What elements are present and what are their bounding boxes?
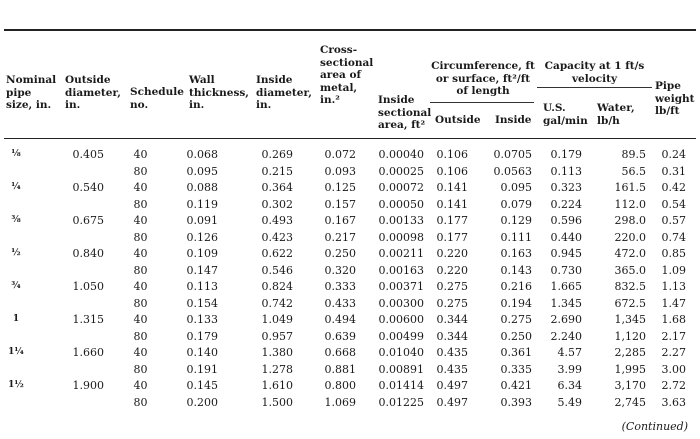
cell-cross-sectional-area: 0.125 — [324, 181, 356, 194]
cell-circ-outside: 0.177 — [436, 214, 468, 227]
cell-inside-sectional-area: 0.00891 — [378, 362, 424, 376]
cell-circ-outside: 0.177 — [436, 230, 468, 244]
cell-inside-diameter: 1.610 — [261, 379, 293, 392]
cell-wall-thickness: 0.145 — [186, 379, 218, 392]
cell-circ-inside: 0.361 — [500, 346, 532, 359]
cell-pipe-weight: 1.13 — [661, 280, 686, 293]
cell-schedule: 40 — [133, 247, 148, 260]
header-inside-diameter: Inside diameter, in. — [256, 74, 312, 111]
cell-cross-sectional-area: 0.072 — [324, 148, 356, 161]
cell-nominal: ⅜ — [11, 215, 21, 225]
cell-nominal: ¾ — [11, 281, 21, 291]
cell-schedule: 80 — [133, 197, 148, 211]
cell-inside-diameter: 0.493 — [261, 214, 293, 227]
cell-inside-diameter: 0.742 — [261, 296, 293, 310]
cell-wall-thickness: 0.113 — [186, 280, 218, 293]
cell-water: 472.0 — [614, 247, 646, 260]
cell-cross-sectional-area: 0.250 — [324, 247, 356, 260]
cell-wall-thickness: 0.119 — [186, 197, 218, 211]
cell-wall-thickness: 0.140 — [186, 346, 218, 359]
cell-circ-outside: 0.497 — [436, 395, 468, 409]
cell-inside-sectional-area: 0.00300 — [378, 296, 424, 310]
cell-us-gal: 0.179 — [550, 148, 582, 161]
cell-inside-sectional-area: 0.01225 — [378, 395, 424, 409]
cell-circ-outside: 0.141 — [436, 197, 468, 211]
cell-us-gal: 4.57 — [557, 346, 582, 359]
cell-water: 161.5 — [614, 181, 646, 194]
circumference-group-rule — [430, 102, 534, 103]
continued-note: (Continued) — [621, 420, 688, 433]
cell-inside-diameter: 0.622 — [261, 247, 293, 260]
cell-pipe-weight: 2.17 — [661, 329, 686, 343]
cell-nominal: ¼ — [11, 182, 21, 192]
capacity-group-rule — [537, 87, 652, 88]
cell-inside-diameter: 0.423 — [261, 230, 293, 244]
cell-inside-diameter: 0.215 — [261, 164, 293, 178]
cell-inside-diameter: 1.380 — [261, 346, 293, 359]
cell-cross-sectional-area: 1.069 — [324, 395, 356, 409]
cell-wall-thickness: 0.179 — [186, 329, 218, 343]
header-water: Water, lb/h — [597, 102, 635, 127]
cell-inside-sectional-area: 0.00040 — [378, 148, 424, 161]
cell-schedule: 80 — [133, 164, 148, 178]
cell-circ-inside: 0.079 — [500, 197, 532, 211]
header-inside-sectional-area: Inside sectional area, ft² — [378, 94, 432, 131]
cell-schedule: 40 — [133, 379, 148, 392]
cell-inside-diameter: 0.824 — [261, 280, 293, 293]
header-cross-sectional-area: Cross- sectional area of metal, in.² — [320, 44, 374, 106]
header-schedule: Schedule no. — [130, 86, 184, 111]
cell-water: 832.5 — [614, 280, 646, 293]
cell-circ-outside: 0.344 — [436, 313, 468, 326]
cell-water: 3,170 — [614, 379, 646, 392]
cell-circ-inside: 0.421 — [500, 379, 532, 392]
cell-water: 1,120 — [614, 329, 646, 343]
cell-circ-outside: 0.220 — [436, 247, 468, 260]
cell-us-gal: 0.224 — [550, 197, 582, 211]
cell-nominal: 1 — [12, 314, 20, 324]
cell-wall-thickness: 0.095 — [186, 164, 218, 178]
cell-schedule: 40 — [133, 346, 148, 359]
cell-pipe-weight: 2.72 — [661, 379, 686, 392]
cell-pipe-weight: 0.57 — [661, 214, 686, 227]
cell-circ-inside: 0.275 — [500, 313, 532, 326]
cell-schedule: 80 — [133, 230, 148, 244]
cell-us-gal: 5.49 — [557, 395, 582, 409]
cell-nominal: ½ — [11, 248, 21, 258]
cell-cross-sectional-area: 0.333 — [324, 280, 356, 293]
cell-wall-thickness: 0.126 — [186, 230, 218, 244]
cell-nominal: ⅛ — [11, 149, 21, 159]
cell-inside-sectional-area: 0.00211 — [378, 247, 424, 260]
cell-inside-sectional-area: 0.00098 — [378, 230, 424, 244]
cell-circ-inside: 0.111 — [500, 230, 532, 244]
cell-schedule: 40 — [133, 313, 148, 326]
cell-us-gal: 1.345 — [550, 296, 582, 310]
cell-wall-thickness: 0.133 — [186, 313, 218, 326]
cell-pipe-weight: 0.54 — [661, 197, 686, 211]
cell-water: 1,345 — [614, 313, 646, 326]
cell-us-gal: 0.113 — [550, 164, 582, 178]
header-bottom-rule — [4, 138, 696, 139]
cell-outside-diameter: 0.405 — [72, 148, 104, 161]
cell-circ-inside: 0.163 — [500, 247, 532, 260]
cell-schedule: 40 — [133, 148, 148, 161]
cell-inside-diameter: 0.546 — [261, 263, 293, 277]
header-pipe-weight: Pipe weight lb/ft — [655, 80, 695, 117]
cell-schedule: 80 — [133, 395, 148, 409]
cell-inside-sectional-area: 0.00050 — [378, 197, 424, 211]
cell-water: 298.0 — [614, 214, 646, 227]
header-circ-outside: Outside — [435, 114, 481, 126]
cell-inside-diameter: 1.278 — [261, 362, 293, 376]
cell-inside-sectional-area: 0.00133 — [378, 214, 424, 227]
cell-inside-diameter: 1.049 — [261, 313, 293, 326]
cell-inside-diameter: 0.302 — [261, 197, 293, 211]
cell-circ-outside: 0.275 — [436, 280, 468, 293]
cell-cross-sectional-area: 0.093 — [324, 164, 356, 178]
cell-inside-sectional-area: 0.00371 — [378, 280, 424, 293]
header-us-gal: U.S. gal/min — [543, 102, 588, 127]
cell-water: 2,745 — [614, 395, 646, 409]
cell-cross-sectional-area: 0.217 — [324, 230, 356, 244]
cell-cross-sectional-area: 0.433 — [324, 296, 356, 310]
cell-water: 220.0 — [614, 230, 646, 244]
cell-circ-outside: 0.220 — [436, 263, 468, 277]
cell-inside-sectional-area: 0.01414 — [378, 379, 424, 392]
cell-outside-diameter: 1.660 — [72, 346, 104, 359]
cell-circ-outside: 0.497 — [436, 379, 468, 392]
cell-water: 365.0 — [614, 263, 646, 277]
cell-schedule: 80 — [133, 296, 148, 310]
cell-pipe-weight: 0.85 — [661, 247, 686, 260]
cell-us-gal: 0.945 — [550, 247, 582, 260]
header-outside-diameter: Outside diameter, in. — [65, 74, 121, 111]
cell-pipe-weight: 2.27 — [661, 346, 686, 359]
cell-schedule: 80 — [133, 362, 148, 376]
cell-inside-sectional-area: 0.00600 — [378, 313, 424, 326]
cell-outside-diameter: 0.840 — [72, 247, 104, 260]
cell-schedule: 80 — [133, 263, 148, 277]
cell-cross-sectional-area: 0.494 — [324, 313, 356, 326]
top-rule — [4, 29, 696, 31]
cell-outside-diameter: 1.900 — [72, 379, 104, 392]
cell-cross-sectional-area: 0.320 — [324, 263, 356, 277]
cell-outside-diameter: 1.050 — [72, 280, 104, 293]
cell-wall-thickness: 0.200 — [186, 395, 218, 409]
cell-inside-sectional-area: 0.01040 — [378, 346, 424, 359]
cell-us-gal: 0.730 — [550, 263, 582, 277]
cell-water: 672.5 — [614, 296, 646, 310]
cell-circ-inside: 0.129 — [500, 214, 532, 227]
cell-inside-sectional-area: 0.00163 — [378, 263, 424, 277]
cell-cross-sectional-area: 0.668 — [324, 346, 356, 359]
header-circ-inside: Inside — [495, 114, 532, 126]
cell-circ-outside: 0.275 — [436, 296, 468, 310]
cell-wall-thickness: 0.088 — [186, 181, 218, 194]
cell-cross-sectional-area: 0.800 — [324, 379, 356, 392]
cell-water: 2,285 — [614, 346, 646, 359]
cell-circ-outside: 0.106 — [436, 148, 468, 161]
cell-water: 112.0 — [614, 197, 646, 211]
cell-pipe-weight: 0.74 — [661, 230, 686, 244]
cell-wall-thickness: 0.191 — [186, 362, 218, 376]
cell-inside-diameter: 0.364 — [261, 181, 293, 194]
cell-wall-thickness: 0.068 — [186, 148, 218, 161]
cell-nominal: 1½ — [8, 380, 24, 390]
cell-pipe-weight: 0.42 — [661, 181, 686, 194]
cell-inside-sectional-area: 0.00499 — [378, 329, 424, 343]
cell-us-gal: 0.323 — [550, 181, 582, 194]
cell-circ-inside: 0.0563 — [493, 164, 532, 178]
cell-inside-diameter: 0.957 — [261, 329, 293, 343]
header-circumference-group: Circumference, ft or surface, ft²/ft of length — [431, 60, 535, 97]
cell-inside-diameter: 0.269 — [261, 148, 293, 161]
cell-circ-outside: 0.106 — [436, 164, 468, 178]
cell-circ-outside: 0.141 — [436, 181, 468, 194]
cell-schedule: 80 — [133, 329, 148, 343]
cell-pipe-weight: 1.68 — [661, 313, 686, 326]
cell-inside-sectional-area: 0.00072 — [378, 181, 424, 194]
cell-cross-sectional-area: 0.881 — [324, 362, 356, 376]
cell-circ-inside: 0.095 — [500, 181, 532, 194]
cell-us-gal: 0.596 — [550, 214, 582, 227]
cell-water: 89.5 — [621, 148, 646, 161]
cell-outside-diameter: 0.540 — [72, 181, 104, 194]
cell-us-gal: 2.240 — [550, 329, 582, 343]
cell-cross-sectional-area: 0.639 — [324, 329, 356, 343]
cell-outside-diameter: 1.315 — [72, 313, 104, 326]
cell-circ-inside: 0.194 — [500, 296, 532, 310]
cell-us-gal: 6.34 — [557, 379, 582, 392]
cell-water: 56.5 — [621, 164, 646, 178]
cell-circ-outside: 0.435 — [436, 346, 468, 359]
cell-circ-inside: 0.143 — [500, 263, 532, 277]
cell-circ-outside: 0.435 — [436, 362, 468, 376]
cell-outside-diameter: 0.675 — [72, 214, 104, 227]
cell-circ-outside: 0.344 — [436, 329, 468, 343]
cell-schedule: 40 — [133, 181, 148, 194]
header-wall-thickness: Wall thickness, in. — [189, 74, 249, 111]
cell-us-gal: 2.690 — [550, 313, 582, 326]
header-nominal: Nominal pipe size, in. — [6, 74, 57, 111]
cell-schedule: 40 — [133, 214, 148, 227]
cell-water: 1,995 — [614, 362, 646, 376]
cell-schedule: 40 — [133, 280, 148, 293]
header-capacity-group: Capacity at 1 ft/s velocity — [544, 60, 645, 85]
cell-circ-inside: 0.216 — [500, 280, 532, 293]
cell-pipe-weight: 1.09 — [661, 263, 686, 277]
cell-pipe-weight: 0.24 — [661, 148, 686, 161]
cell-wall-thickness: 0.109 — [186, 247, 218, 260]
cell-pipe-weight: 1.47 — [661, 296, 686, 310]
cell-cross-sectional-area: 0.157 — [324, 197, 356, 211]
cell-circ-inside: 0.0705 — [493, 148, 532, 161]
cell-circ-inside: 0.335 — [500, 362, 532, 376]
cell-wall-thickness: 0.091 — [186, 214, 218, 227]
cell-wall-thickness: 0.147 — [186, 263, 218, 277]
cell-us-gal: 3.99 — [557, 362, 582, 376]
cell-pipe-weight: 0.31 — [661, 164, 686, 178]
cell-us-gal: 1.665 — [550, 280, 582, 293]
cell-pipe-weight: 3.00 — [661, 362, 686, 376]
cell-pipe-weight: 3.63 — [661, 395, 686, 409]
cell-cross-sectional-area: 0.167 — [324, 214, 356, 227]
cell-circ-inside: 0.393 — [500, 395, 532, 409]
cell-us-gal: 0.440 — [550, 230, 582, 244]
cell-circ-inside: 0.250 — [500, 329, 532, 343]
cell-inside-sectional-area: 0.00025 — [378, 164, 424, 178]
cell-wall-thickness: 0.154 — [186, 296, 218, 310]
cell-nominal: 1¼ — [8, 347, 24, 357]
cell-inside-diameter: 1.500 — [261, 395, 293, 409]
